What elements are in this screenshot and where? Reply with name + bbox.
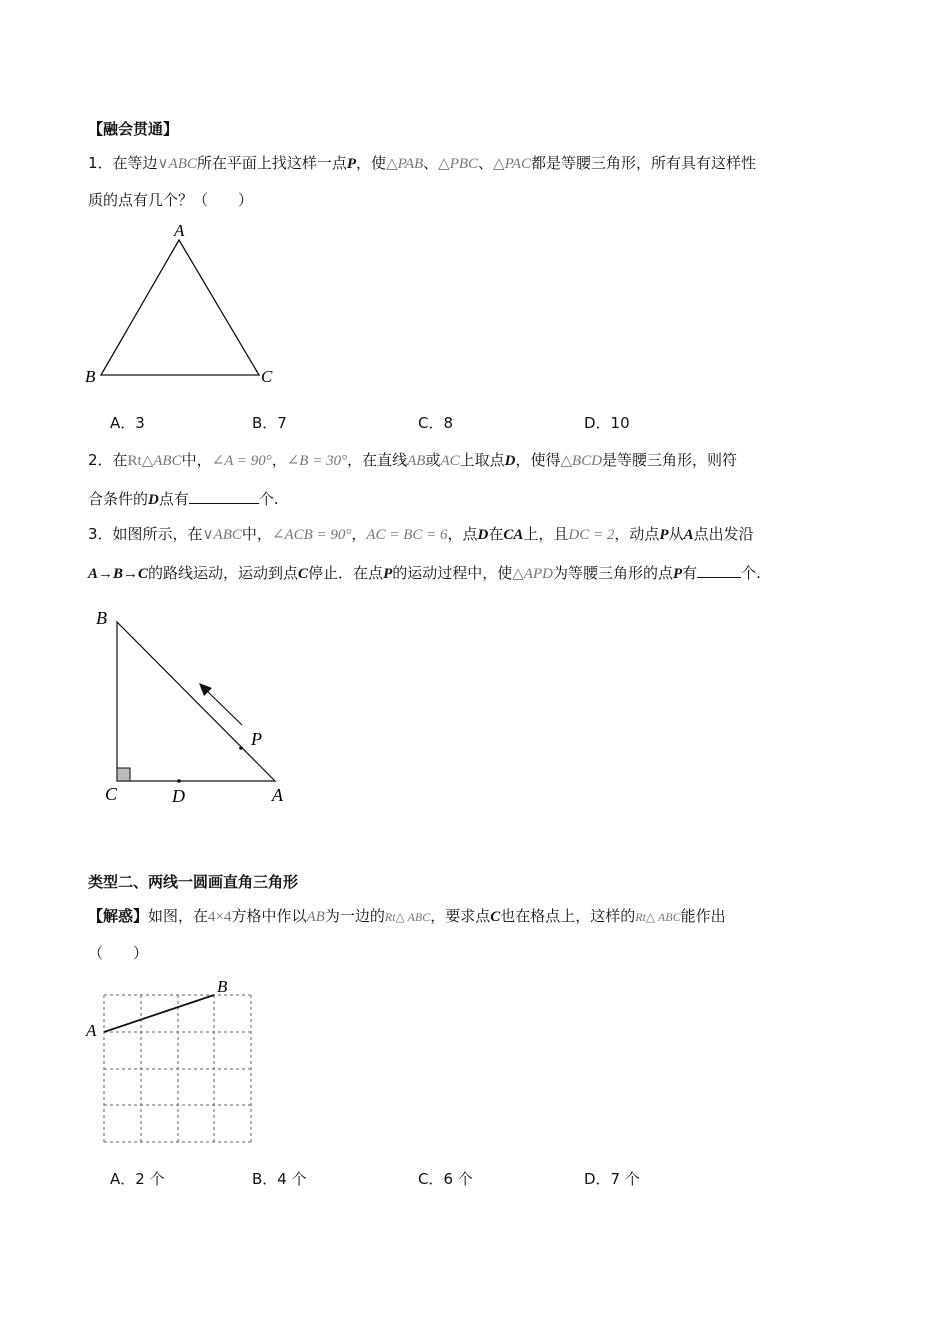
q3-text: 点出发沿 [693,525,754,543]
label-b: B [85,367,96,386]
q4-text-line-1 [88,905,726,928]
q1-text: 1．在等边 [88,154,158,172]
q1-option-c[interactable]: C．8 [418,414,454,432]
q2-var: D [504,453,516,469]
label-b: B [96,608,107,628]
q4-text: 为一边的 [324,907,385,925]
q2-text-line-2 [88,487,279,511]
q2-text: ， [271,451,287,469]
section-heading-1: 【融会贯通】 [88,120,179,138]
q4-text: ，要求点 [430,907,491,925]
q3-text: 上，且 [523,525,569,543]
q4-text: 也在格点上，这样的 [500,907,636,925]
q1-option-d[interactable]: D．10 [584,414,630,432]
q3-text: 有 [682,564,698,582]
q2-var: D [148,492,159,508]
q3-var: C [298,566,309,582]
q1-text: 、 [423,154,439,172]
q3-var: P [383,566,393,582]
label-d: D [172,786,185,806]
q2-text: 或 [425,451,441,469]
q2-math: △BCD [560,453,603,469]
q4-text-line-2: （ ） [88,944,149,962]
q2-math: AC [440,453,460,469]
q4-tag: 【解惑】 [88,907,149,925]
q1-text: 、 [478,154,494,172]
segment-ab [104,995,214,1032]
q2-text: 中， [181,451,212,469]
q4-option-c[interactable]: C．6 个 [418,1170,473,1188]
q2-answer-blank[interactable] [189,487,259,504]
point-p-dot [239,746,243,750]
q2-text: 上取点 [459,451,505,469]
q1-text: 所在平面上找这样一点 [196,154,347,172]
q4-text: 方格中作以 [231,907,307,925]
direction-arrow-shaft [206,690,242,725]
q4-math: AB [306,909,325,925]
q4-option-d[interactable]: D．7 个 [584,1170,640,1188]
q4-math: Rt△ ABC [635,910,681,924]
label-a: A [86,1021,97,1040]
q3-math: △APD [512,566,553,582]
q2-math: ABC [153,453,182,469]
q1-text-line-2: 质的点有几个？（ ） [88,191,254,209]
q3-var: A [683,527,694,543]
label-c: C [105,784,118,804]
q3-text: 在 [488,525,504,543]
q3-text-line-1 [88,523,754,546]
q1-triangle-figure [80,218,290,393]
q3-var: P [659,527,669,543]
q2-text: 个. [258,490,279,508]
q3-text: ，动点 [614,525,660,543]
q4-grid-figure [82,976,262,1148]
q1-math: ∨ABC [157,156,197,172]
q3-math: ∠ACB = 90° [271,527,352,543]
q2-text: 2．在 [88,451,128,469]
label-c: C [261,367,273,386]
q3-text: 中， [241,525,272,543]
q2-text: ，在直线 [347,451,408,469]
q4-math: Rt△ ABC [384,910,431,924]
q3-text: 个. [741,564,761,582]
q3-math: AC = BC = 6 [366,527,448,543]
label-b: B [217,977,228,996]
dashed-grid [104,995,251,1142]
label-p: P [251,729,262,749]
label-a: A [174,221,185,240]
q3-math: ∨ABC [202,527,242,543]
q3-text: 的运动过程中，使 [392,564,513,582]
q3-path: A→B→C [88,566,149,582]
q4-text: 如图，在 [148,907,209,925]
triangle-abc [117,622,275,781]
right-angle-mark [117,768,130,781]
q2-text-line-1 [88,449,737,472]
q3-answer-blank[interactable] [697,561,741,578]
q4-text: 能作出 [680,907,726,925]
q3-text: ，点 [447,525,478,543]
q3-text: 为等腰三角形的点 [552,564,673,582]
q2-text: ，使得 [515,451,561,469]
q1-option-b[interactable]: B．7 [252,414,287,432]
q3-text: 停止．在点 [308,564,384,582]
q1-math: △PAC [493,156,531,172]
q4-var: C [490,909,501,925]
q2-math: Rt△ [127,453,154,469]
q1-text-line-1 [88,152,756,175]
q4-option-a[interactable]: A．2 个 [110,1170,165,1188]
q2-math: AB [407,453,426,469]
label-a: A [272,785,283,805]
section-heading-2: 类型二、两线一圆画直角三角形 [88,873,299,891]
q1-option-a[interactable]: A．3 [110,414,145,432]
point-d-dot [177,779,181,783]
q3-var: P [672,566,683,582]
q3-var: CA [503,527,524,543]
triangle-abc [101,240,259,375]
q1-math: △PBC [438,156,479,172]
q4-option-b[interactable]: B．4 个 [252,1170,307,1188]
q3-var: D [477,527,489,543]
q3-text: 3．如图所示，在 [88,525,203,543]
q2-text: 是等腰三角形，则符 [602,451,738,469]
q1-text: 都是等腰三角形，所有具有这样性 [531,154,757,172]
q2-text: 合条件的 [88,490,149,508]
q2-text: 点有 [158,490,189,508]
q1-math: △PAB [386,156,424,172]
q3-math: DC = 2 [568,527,615,543]
q3-text: 的路线运动，运动到点 [148,564,299,582]
q3-text-line-2 [88,561,761,585]
q1-var: P [346,156,357,172]
q2-math: ∠B = 30° [286,453,348,469]
q1-text: ，使 [356,154,387,172]
q2-math: ∠A = 90° [211,453,272,469]
q4-math: 4×4 [208,909,232,925]
q3-right-triangle-figure [88,603,308,808]
q3-text: 从 [668,525,684,543]
q3-text: ， [351,525,367,543]
